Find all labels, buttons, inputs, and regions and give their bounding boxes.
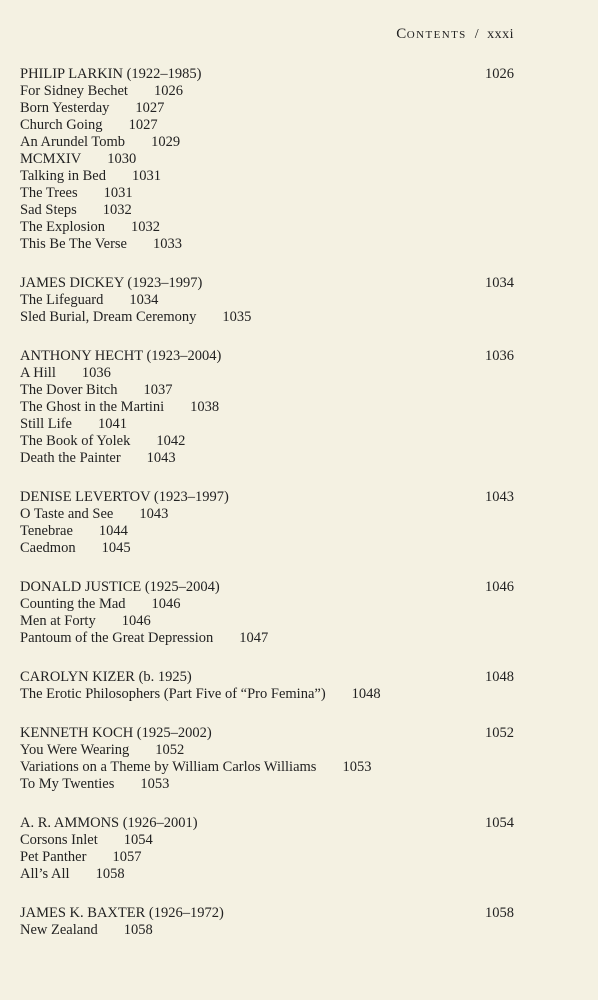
poem-entry (20, 630, 514, 647)
poem-title: Still Life (20, 416, 72, 432)
poem-title: Caedmon (20, 540, 76, 556)
poem-page-number: 1031 (103, 185, 133, 201)
poem-page-number: 1034 (129, 292, 159, 308)
poem-title: The Lifeguard (20, 292, 104, 308)
poem-entry (20, 433, 514, 450)
author-section (20, 489, 514, 557)
poem-page-number: 1047 (239, 630, 269, 646)
poem-entry (20, 202, 514, 219)
poem-title: MCMXIV (20, 151, 82, 167)
author-page-number: 1034 (485, 275, 514, 291)
author-name: KENNETH KOCH (1925–2002) (20, 725, 212, 741)
poem-entry (20, 523, 514, 540)
author-name: A. R. AMMONS (1926–2001) (20, 815, 198, 831)
author-page-number: 1046 (485, 579, 514, 595)
poem-entry (20, 151, 514, 168)
author-entry (20, 725, 514, 742)
poem-page-number: 1037 (143, 382, 173, 398)
poem-title: Counting the Mad (20, 596, 126, 612)
poem-title: Talking in Bed (20, 168, 106, 184)
poem-title: All’s All (20, 866, 70, 882)
poem-entry (20, 292, 514, 309)
poem-entry (20, 450, 514, 467)
author-page-number: 1054 (485, 815, 514, 831)
contents-list (20, 66, 514, 961)
poem-title: An Arundel Tomb (20, 134, 126, 150)
poem-page-number: 1057 (112, 849, 142, 865)
poem-title: The Erotic Philosophers (Part Five of “Pro Femina”) (20, 686, 326, 702)
poem-entry (20, 776, 514, 793)
author-section (20, 905, 514, 939)
poem-title: The Trees (20, 185, 78, 201)
author-section (20, 579, 514, 647)
poem-entry (20, 832, 514, 849)
author-section (20, 66, 514, 253)
author-entry (20, 489, 514, 506)
poem-title: Church Going (20, 117, 103, 133)
poem-entry (20, 100, 514, 117)
poem-entry (20, 922, 514, 939)
poem-entry (20, 83, 514, 100)
author-page-number: 1052 (485, 725, 514, 741)
poem-page-number: 1053 (342, 759, 372, 775)
poem-page-number: 1052 (155, 742, 185, 758)
poem-title: Death the Painter (20, 450, 121, 466)
poem-page-number: 1048 (351, 686, 381, 702)
author-name: JAMES DICKEY (1923–1997) (20, 275, 203, 291)
poem-page-number: 1030 (107, 151, 137, 167)
author-entry (20, 348, 514, 365)
poem-title: This Be The Verse (20, 236, 127, 252)
poem-page-number: 1043 (139, 506, 169, 522)
author-page-number: 1058 (485, 905, 514, 921)
poem-title: You Were Wearing (20, 742, 130, 758)
author-page-number: 1048 (485, 669, 514, 685)
running-head-separator: / (474, 27, 480, 42)
poem-title: The Dover Bitch (20, 382, 118, 398)
running-head (396, 26, 514, 43)
author-entry (20, 579, 514, 596)
poem-entry (20, 686, 514, 703)
poem-title: Pet Panther (20, 849, 87, 865)
poem-title: The Ghost in the Martini (20, 399, 165, 415)
poem-entry (20, 134, 514, 151)
poem-page-number: 1027 (135, 100, 165, 116)
poem-title: The Book of Yolek (20, 433, 131, 449)
poem-title: O Taste and See (20, 506, 114, 522)
running-title-initial: C (396, 26, 407, 42)
author-section (20, 815, 514, 883)
author-entry (20, 815, 514, 832)
poem-entry (20, 416, 514, 433)
poem-title: A Hill (20, 365, 56, 381)
poem-entry (20, 596, 514, 613)
poem-page-number: 1044 (98, 523, 128, 539)
poem-title: Variations on a Theme by William Carlos Williams (20, 759, 317, 775)
poem-title: For Sidney Bechet (20, 83, 128, 99)
author-name: DENISE LEVERTOV (1923–1997) (20, 489, 229, 505)
author-section (20, 725, 514, 793)
poem-page-number: 1045 (101, 540, 131, 556)
poem-entry (20, 613, 514, 630)
poem-page-number: 1046 (121, 613, 151, 629)
poem-title: Pantoum of the Great Depression (20, 630, 214, 646)
poem-entry (20, 219, 514, 236)
poem-page-number: 1054 (123, 832, 153, 848)
author-entry (20, 669, 514, 686)
poem-title: Born Yesterday (20, 100, 110, 116)
poem-entry (20, 866, 514, 883)
poem-title: Tenebrae (20, 523, 73, 539)
poem-page-number: 1058 (95, 866, 125, 882)
author-page-number: 1026 (485, 66, 514, 82)
poem-page-number: 1026 (153, 83, 183, 99)
poem-entry (20, 185, 514, 202)
poem-title: To My Twenties (20, 776, 115, 792)
poem-page-number: 1046 (151, 596, 181, 612)
poem-page-number: 1029 (151, 134, 181, 150)
poem-page-number: 1033 (153, 236, 182, 252)
poem-page-number: 1043 (146, 450, 176, 466)
poem-entry (20, 849, 514, 866)
poem-page-number: 1058 (123, 922, 153, 938)
author-section (20, 669, 514, 703)
poem-title: Men at Forty (20, 613, 96, 629)
author-name: ANTHONY HECHT (1923–2004) (20, 348, 222, 364)
poem-title: Sad Steps (20, 202, 77, 218)
poem-entry (20, 309, 514, 326)
poem-entry (20, 540, 514, 557)
author-name: DONALD JUSTICE (1925–2004) (20, 579, 220, 595)
running-title (396, 27, 466, 42)
poem-page-number: 1031 (131, 168, 161, 184)
poem-page-number: 1036 (81, 365, 111, 381)
poem-page-number: 1027 (128, 117, 158, 133)
poem-page-number: 1032 (130, 219, 160, 235)
poem-page-number: 1053 (140, 776, 170, 792)
poem-entry (20, 399, 514, 416)
poem-entry (20, 742, 514, 759)
poem-title: The Explosion (20, 219, 105, 235)
running-title-rest: ONTENTS (406, 29, 467, 41)
author-section (20, 275, 514, 326)
poem-title: New Zealand (20, 922, 98, 938)
author-name: CAROLYN KIZER (b. 1925) (20, 669, 192, 685)
poem-entry (20, 382, 514, 399)
poem-entry (20, 117, 514, 134)
poem-title: Sled Burial, Dream Ceremony (20, 309, 197, 325)
author-name: PHILIP LARKIN (1922–1985) (20, 66, 202, 82)
author-entry (20, 66, 514, 83)
author-section (20, 348, 514, 467)
poem-page-number: 1038 (190, 399, 220, 415)
poem-entry (20, 236, 514, 253)
poem-title: Corsons Inlet (20, 832, 98, 848)
poem-entry (20, 168, 514, 185)
poem-page-number: 1041 (97, 416, 127, 432)
author-page-number: 1036 (485, 348, 514, 364)
poem-entry (20, 506, 514, 523)
author-page-number: 1043 (485, 489, 514, 505)
poem-page-number: 1035 (222, 309, 252, 325)
poem-entry (20, 759, 514, 776)
poem-page-number: 1042 (156, 433, 186, 449)
author-entry (20, 275, 514, 292)
author-entry (20, 905, 514, 922)
page-folio: xxxi (487, 27, 514, 42)
poem-entry (20, 365, 514, 382)
poem-page-number: 1032 (102, 202, 132, 218)
author-name: JAMES K. BAXTER (1926–1972) (20, 905, 224, 921)
